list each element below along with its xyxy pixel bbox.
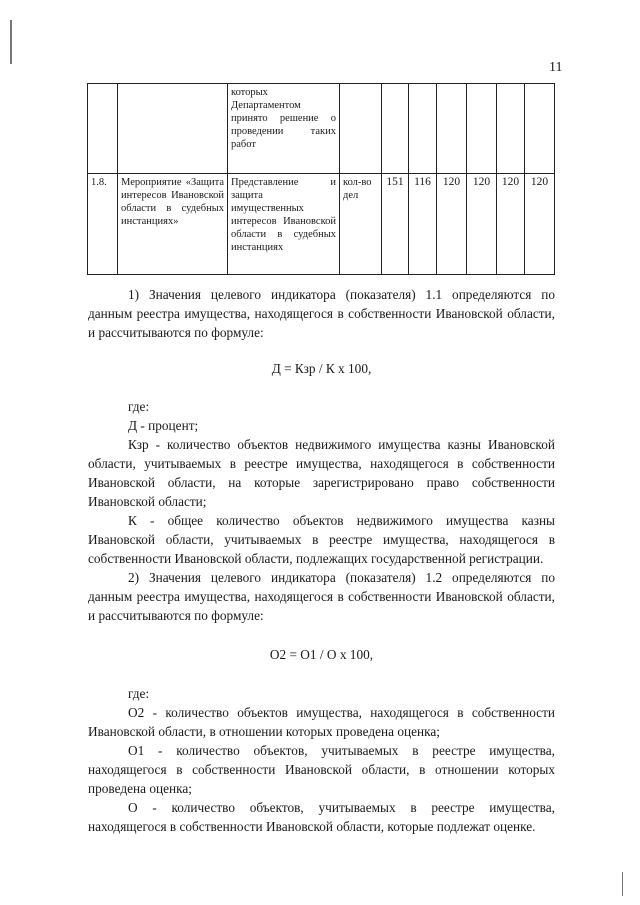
value-cell: 116 [409,174,437,275]
value-cell: 120 [437,174,467,275]
value-cell: 151 [382,174,409,275]
value-cell: 120 [497,174,525,275]
scan-margin-mark [622,872,623,896]
scan-margin-mark [10,20,12,64]
measure-name-cell [118,84,228,174]
where-label: где: [128,686,150,701]
value-cell [437,84,467,174]
value-cell [382,84,409,174]
row-number-cell [88,84,118,174]
row-number-cell: 1.8. [88,174,118,275]
value-cell [467,84,497,174]
definition-o: О - количество объектов, учитываемых в реестре имущества, находящегося в собственности Ивановской области, которые подлежат оценке. [88,800,555,834]
measure-name-cell: Мероприятие «Защита интересов Ивановской области в судебных инстанциях» [118,174,228,275]
table-row [88,174,555,275]
description-cell: которых Департаментом принято решение о проведении таких работ [228,84,340,174]
page-number: 11 [549,60,563,75]
unit-cell [340,84,382,174]
table-row [88,84,555,174]
formula-2: О2 = О1 / О х 100, [269,647,374,662]
definition-o1: О1 - количество объектов, учитываемых в реестре имущества, находящегося в собственности Ивановской области, в отношении которых проведена оценка; [88,743,555,796]
value-cell [409,84,437,174]
definition-kzr: Кзр - количество объектов недвижимого имущества казны Ивановской области, учитываемых в реестре имущества, находящегося в собственности Ивановской области, на которые зарегистрировано право собственности Ивановской области; [88,437,555,509]
definition-k: К - общее количество объектов недвижимого имущества казны Ивановской области, учитываемых в реестре имущества, находящегося в собственности Ивановской области, подлежащих государственной регистрации. [88,513,555,566]
formula-1: Д = Кзр / К х 100, [271,361,372,376]
description-cell: Представление и защита имущественных интересов Ивановской области в судебных инстанциях [228,174,340,275]
indicators-table [87,83,555,275]
unit-cell: кол-во дел [340,174,382,275]
definition-o2: О2 - количество объектов имущества, находящегося в собственности Ивановской области, в отношении которых проведена оценка; [88,705,555,739]
value-cell: 120 [525,174,555,275]
value-cell: 120 [467,174,497,275]
definition-d: Д - процент; [128,418,199,433]
value-cell [525,84,555,174]
paragraph-indicator-1-1: 1) Значения целевого индикатора (показателя) 1.1 определяются по данным реестра имущества, находящегося в собственности Ивановской области, и рассчитываются по формуле: [88,287,555,340]
document-body [88,285,555,836]
paragraph-indicator-1-2: 2) Значения целевого индикатора (показателя) 1.2 определяются по данным реестра имущества, находящегося в собственности Ивановской области, и рассчитываются по формуле: [88,570,555,623]
where-label: где: [128,399,150,414]
value-cell [497,84,525,174]
